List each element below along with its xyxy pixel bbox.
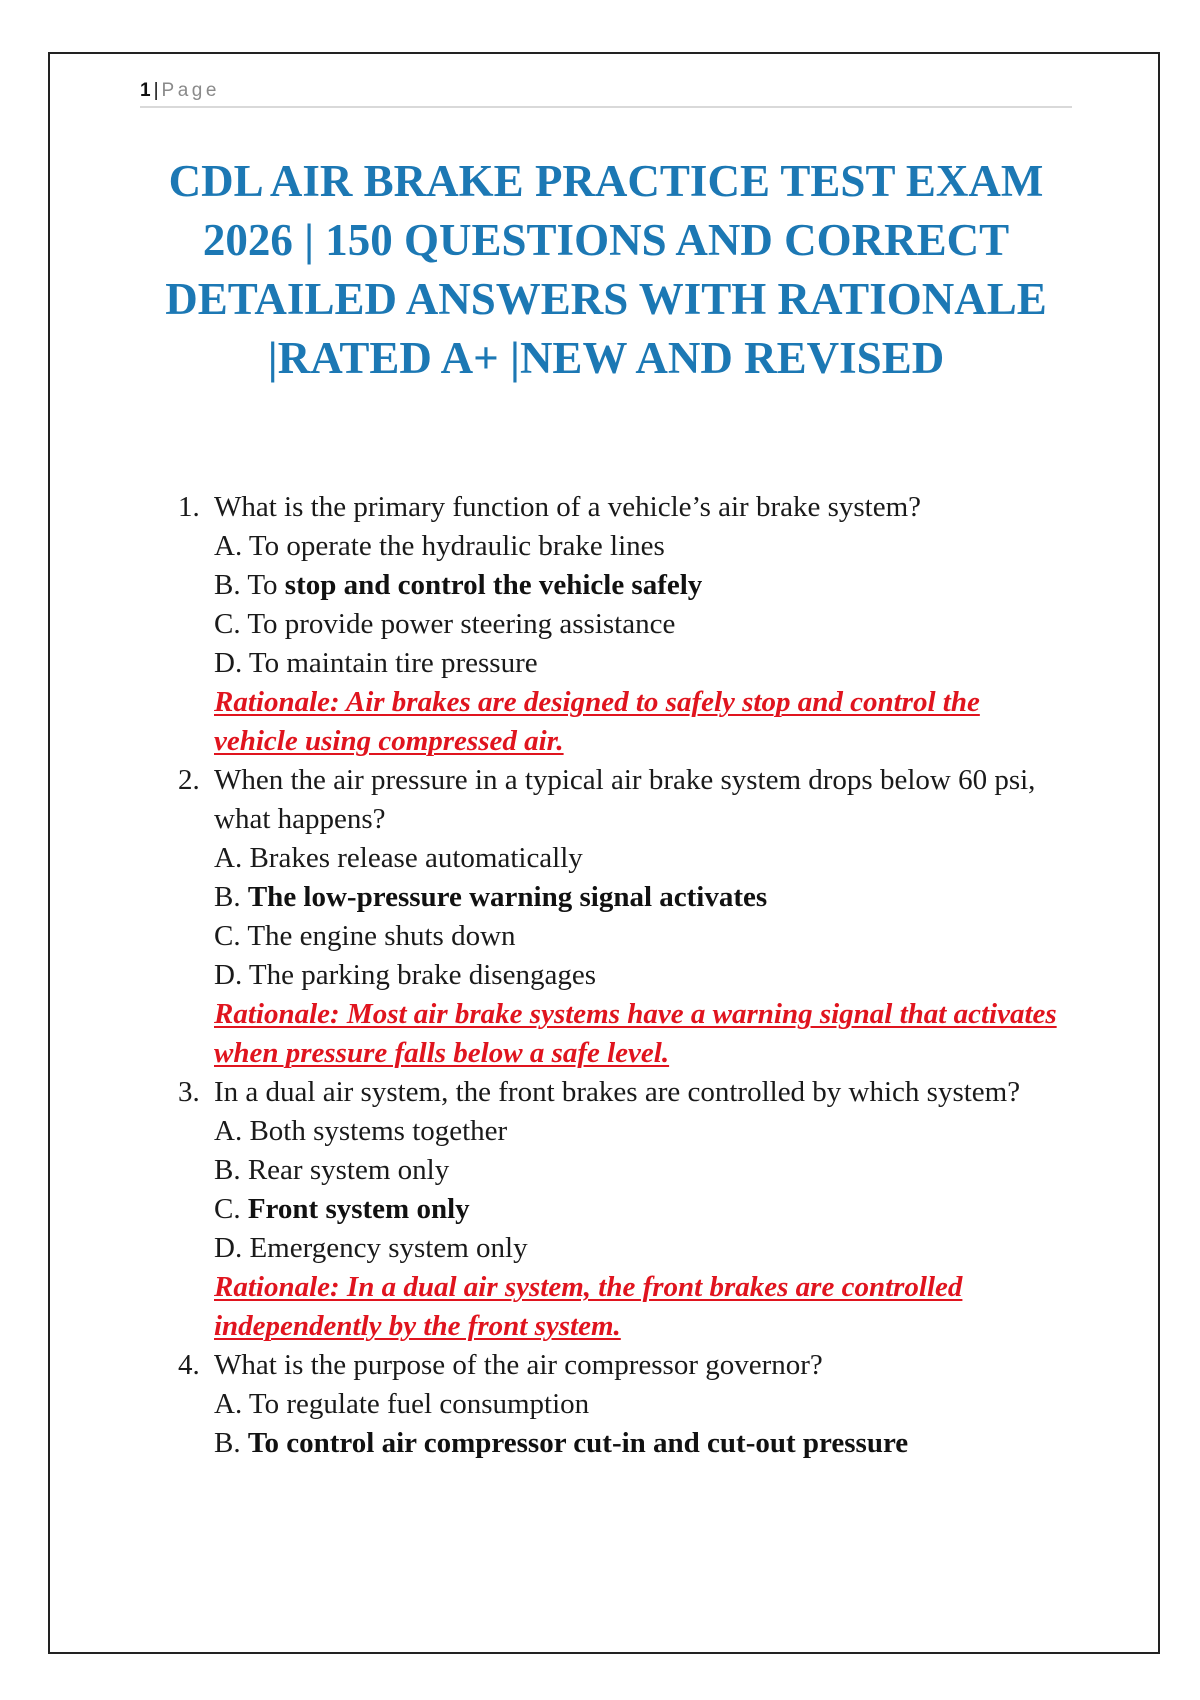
question-number: 4. [178,1349,200,1381]
question-text: What is the purpose of the air compressor governor? [214,1349,823,1381]
correct-answer: To control air compressor cut-in and cut-out pressure [247,1427,909,1459]
option-b: B. Rear system only [214,1154,450,1186]
option-a: A. To regulate fuel consumption [214,1388,590,1420]
question-1 [170,488,1070,761]
page-number: 1 [140,80,151,101]
page-label: Page [161,80,220,101]
page-separator: | [153,80,159,101]
question-list [170,488,1070,1463]
page-header [140,80,1072,108]
question-number: 2. [178,764,200,796]
title-line: 2026 | 150 QUESTIONS AND CORRECT [202,215,1010,265]
question-2 [170,761,1070,1073]
option-b: B. The low-pressure warning signal activates [214,881,768,913]
question-text: What is the primary function of a vehicle’s air brake system? [214,491,922,523]
document-title [140,152,1072,388]
question-4 [170,1346,1070,1463]
correct-answer: The low-pressure warning signal activates [247,881,768,913]
option-a: A. Brakes release automatically [214,842,583,874]
title-line: DETAILED ANSWERS WITH RATIONALE [165,274,1047,324]
option-a: A. Both systems together [214,1115,508,1147]
option-b: B. To stop and control the vehicle safely [214,569,703,601]
option-c: C. To provide power steering assistance [214,608,676,640]
rationale: Rationale: In a dual air system, the front brakes are controlled independently by the front system. [214,1271,963,1342]
question-number: 3. [178,1076,200,1108]
option-d: D. To maintain tire pressure [214,647,538,679]
option-c: C. Front system only [214,1193,470,1225]
title-line: CDL AIR BRAKE PRACTICE TEST EXAM [168,156,1044,206]
question-3 [170,1073,1070,1346]
question-text: When the air pressure in a typical air brake system drops below 60 psi, what happens? [214,764,1036,835]
rationale: Rationale: Most air brake systems have a warning signal that activates when pressure falls below a safe level. [214,998,1057,1069]
option-b: B. To control air compressor cut-in and cut-out pressure [214,1427,909,1459]
option-a: A. To operate the hydraulic brake lines [214,530,665,562]
option-d: D. Emergency system only [214,1232,528,1264]
title-line: |RATED A+ |NEW AND REVISED [267,333,945,383]
option-d: D. The parking brake disengages [214,959,596,991]
question-text: In a dual air system, the front brakes are controlled by which system? [214,1076,1021,1108]
correct-answer: stop and control the vehicle safely [284,569,703,601]
option-c: C. The engine shuts down [214,920,516,952]
correct-answer: Front system only [247,1193,470,1225]
question-number: 1. [178,491,200,523]
rationale: Rationale: Air brakes are designed to safely stop and control the vehicle using compressed air. [214,686,980,757]
